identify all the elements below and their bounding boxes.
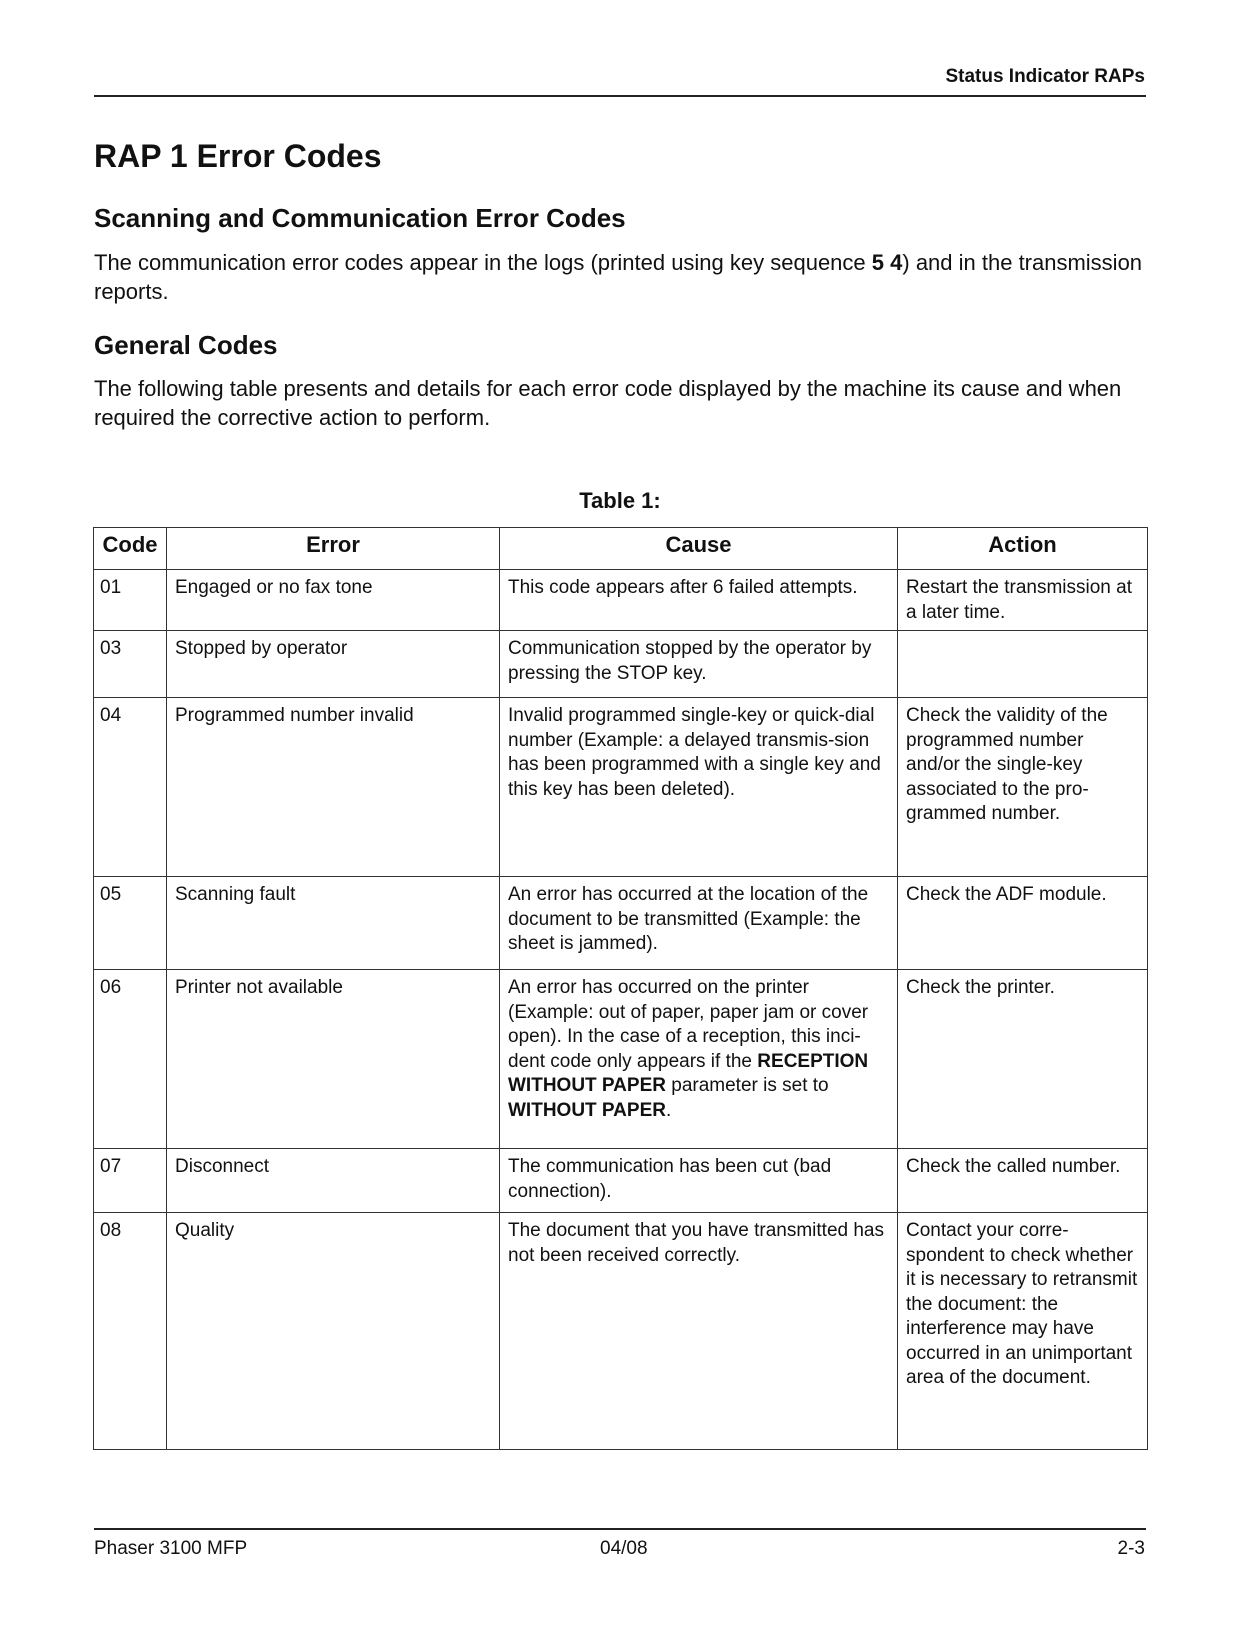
cell-error: Stopped by operator	[167, 631, 500, 698]
cause-text: parameter is set to	[665, 1075, 829, 1096]
cell-cause: An error has occurred at the location of the document to be transmitted (Example: the sheet is jammed).	[500, 877, 898, 970]
footer-date: 04/08	[600, 1538, 648, 1559]
cell-cause: This code appears after 6 failed attempts.	[500, 570, 898, 631]
cell-code: 08	[94, 1213, 167, 1450]
cause-param-name: RECEPTION WITHOUT PAPER	[508, 1050, 869, 1096]
cell-error: Programmed number invalid	[167, 698, 500, 877]
scanning-paragraph	[94, 248, 1154, 306]
footer-page-number: 2-3	[1117, 1538, 1145, 1559]
cell-code: 01	[94, 570, 167, 631]
cell-code: 06	[94, 970, 167, 1149]
table-row	[94, 570, 1148, 631]
cell-cause: The document that you have transmitted has not been received correctly.	[500, 1213, 898, 1450]
cell-cause: Communication stopped by the operator by pressing the STOP key.	[500, 631, 898, 698]
section-heading-scanning: Scanning and Communication Error Codes	[94, 203, 626, 233]
footer-rule	[94, 1528, 1146, 1530]
key-sequence: 5 4	[871, 250, 903, 275]
column-header-error: Error	[167, 528, 500, 570]
cell-action: Contact your corre-spondent to check whether it is necessary to retransmit the document: the interference may have occurred in an unimportant area of the document.	[898, 1213, 1148, 1450]
table-row	[94, 1149, 1148, 1213]
table-row	[94, 877, 1148, 970]
scanning-text-before: The communication error codes appear in the logs (printed using key sequence	[94, 250, 872, 275]
cell-code: 04	[94, 698, 167, 877]
cell-code: 05	[94, 877, 167, 970]
cell-cause	[500, 970, 898, 1149]
cell-cause: The communication has been cut (bad connection).	[500, 1149, 898, 1213]
table-row	[94, 1213, 1148, 1450]
column-header-cause: Cause	[500, 528, 898, 570]
cell-action	[898, 631, 1148, 698]
cause-text: .	[665, 1099, 672, 1121]
cell-error: Disconnect	[167, 1149, 500, 1213]
cell-code: 03	[94, 631, 167, 698]
header-rule	[94, 95, 1146, 97]
running-header: Status Indicator RAPs	[945, 66, 1145, 87]
error-codes-table	[93, 527, 1148, 1450]
page-title: RAP 1 Error Codes	[94, 138, 382, 174]
footer-product: Phaser 3100 MFP	[94, 1538, 248, 1559]
cell-error: Scanning fault	[167, 877, 500, 970]
cell-action: Restart the transmission at a later time.	[898, 570, 1148, 631]
cause-param-value: WITHOUT PAPER	[508, 1099, 666, 1121]
cell-cause: Invalid programmed single-key or quick-dial number (Example: a delayed transmis-sion has been programmed with a single key and this key has been deleted).	[500, 698, 898, 877]
table-header-row	[94, 528, 1148, 570]
table-row	[94, 698, 1148, 877]
cell-action: Check the printer.	[898, 970, 1148, 1149]
cell-error: Engaged or no fax tone	[167, 570, 500, 631]
cell-action: Check the validity of the programmed number and/or the single-key associated to the pro-grammed number.	[898, 698, 1148, 877]
cell-action: Check the ADF module.	[898, 877, 1148, 970]
table-caption: Table 1:	[579, 488, 661, 513]
cell-error: Printer not available	[167, 970, 500, 1149]
cell-action: Check the called number.	[898, 1149, 1148, 1213]
table-row	[94, 970, 1148, 1149]
cell-code: 07	[94, 1149, 167, 1213]
table-row	[94, 631, 1148, 698]
general-paragraph: The following table presents and details for each error code displayed by the machine its cause and when required the corrective action to perform.	[94, 376, 1122, 430]
column-header-action: Action	[898, 528, 1148, 570]
section-heading-general: General Codes	[94, 330, 278, 360]
scanning-text-after: ) and in the transmission reports.	[94, 250, 1143, 304]
cause-text: An error has occurred on the printer (Example: out of paper, paper jam or cover open). In the case of a reception, this inci-dent code only appears if the	[508, 977, 869, 1072]
column-header-code: Code	[94, 528, 167, 570]
cell-error: Quality	[167, 1213, 500, 1450]
